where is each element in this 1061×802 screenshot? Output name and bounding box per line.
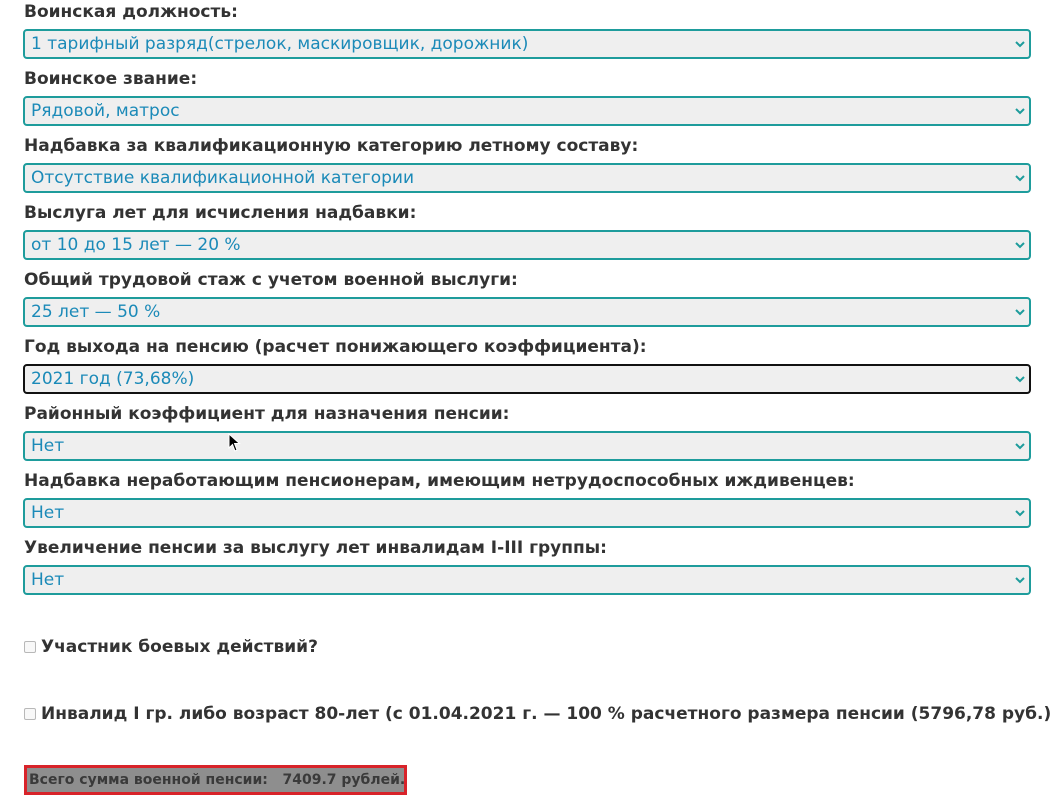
select-value: 2021 год (73,68%) — [31, 369, 195, 389]
select-value: Нет — [31, 503, 65, 523]
chevron-down-icon — [1015, 442, 1025, 450]
total-amount: 7409.7 рублей. — [282, 772, 406, 788]
chevron-down-icon — [1015, 308, 1025, 316]
chevron-down-icon — [1015, 576, 1025, 584]
combat-veteran-checkbox[interactable] — [24, 641, 36, 653]
select-value: 1 тарифный разряд(стрелок, маскировщик, дорожник) — [31, 34, 529, 54]
disabled-or-80-row[interactable] — [24, 704, 1051, 724]
service-years-select[interactable] — [23, 230, 1031, 260]
field-label-military-position: Воинская должность: — [24, 2, 238, 22]
military-position-select[interactable] — [23, 29, 1031, 59]
select-value: Нет — [31, 436, 65, 456]
chevron-down-icon — [1015, 174, 1025, 182]
regional-coefficient-select[interactable] — [23, 431, 1031, 461]
total-label: Всего сумма военной пенсии: — [29, 772, 268, 788]
select-value: от 10 до 15 лет — 20 % — [31, 235, 241, 255]
field-label-regional-coefficient: Районный коэффициент для назначения пенсии: — [24, 404, 510, 424]
chevron-down-icon — [1015, 509, 1025, 517]
military-rank-select[interactable] — [23, 96, 1031, 126]
retirement-year-select[interactable] — [23, 364, 1031, 394]
disability-increase-select[interactable] — [23, 565, 1031, 595]
select-value: 25 лет — 50 % — [31, 302, 161, 322]
select-value: Рядовой, матрос — [31, 101, 180, 121]
field-label-retirement-year: Год выхода на пенсию (расчет понижающего коэффициента): — [24, 337, 647, 357]
select-value: Отсутствие квалификационной категории — [31, 168, 415, 188]
combat-veteran-row[interactable] — [24, 637, 318, 657]
field-label-disability-increase: Увеличение пенсии за выслугу лет инвалидам I-III группы: — [24, 538, 607, 558]
disabled-or-80-checkbox[interactable] — [24, 708, 36, 720]
chevron-down-icon — [1015, 40, 1025, 48]
checkbox-label: Участник боевых действий? — [41, 637, 318, 657]
chevron-down-icon — [1015, 107, 1025, 115]
total-pension-result — [24, 765, 407, 795]
field-label-dependents-bonus: Надбавка неработающим пенсионерам, имеющим нетрудоспособных иждивенцев: — [24, 471, 855, 491]
qualification-bonus-select[interactable] — [23, 163, 1031, 193]
total-experience-select[interactable] — [23, 297, 1031, 327]
field-label-qualification-bonus: Надбавка за квалификационную категорию летному составу: — [24, 136, 639, 156]
dependents-bonus-select[interactable] — [23, 498, 1031, 528]
field-label-total-experience: Общий трудовой стаж с учетом военной выслуги: — [24, 270, 518, 290]
mouse-cursor-icon — [228, 433, 241, 453]
field-label-service-years: Выслуга лет для исчисления надбавки: — [24, 203, 417, 223]
chevron-down-icon — [1015, 375, 1025, 383]
checkbox-label: Инвалид I гр. либо возраст 80-лет (с 01.04.2021 г. — 100 % расчетного размера пенсии (5796,78 руб.) — [41, 704, 1052, 724]
chevron-down-icon — [1015, 241, 1025, 249]
field-label-military-rank: Воинское звание: — [24, 69, 198, 89]
select-value: Нет — [31, 570, 65, 590]
